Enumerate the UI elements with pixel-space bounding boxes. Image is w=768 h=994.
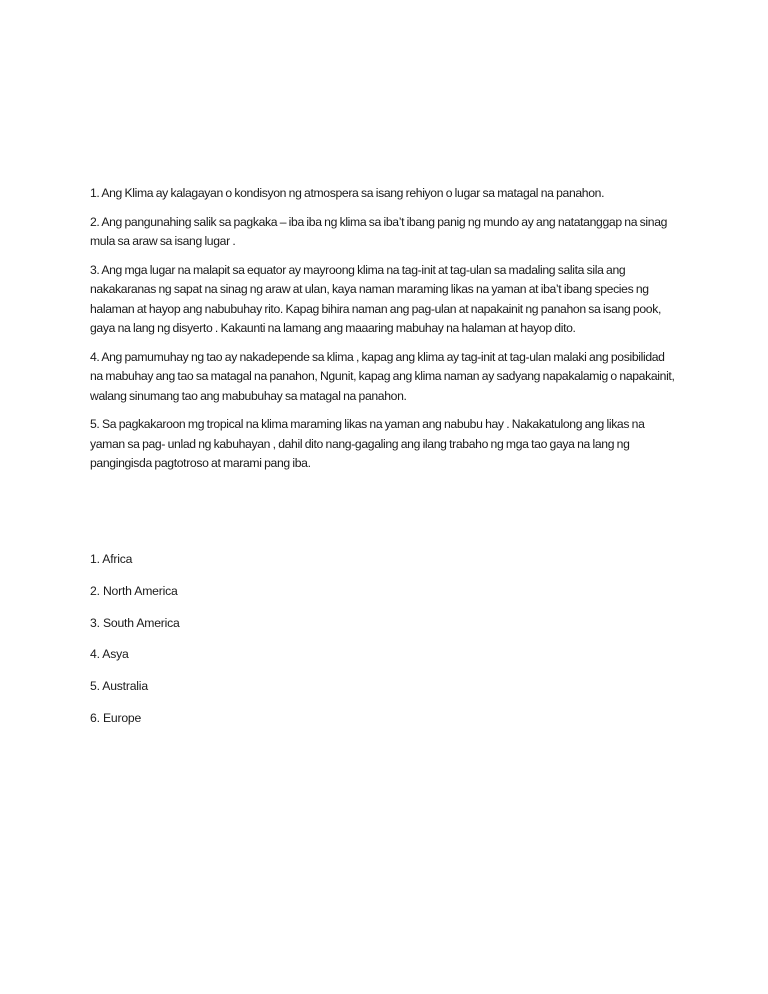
- paragraph-5: 5. Sa pagkakaroon mg tropical na klima maraming likas na yaman ang nabubu hay . Nakakatulong ang likas na yaman sa pag- unlad ng kabuhayan , dahil dito nang-gagaling ang ilang trabaho ng mga tao gaya na lang ng pangingisda pagtotroso at marami pang iba.: [90, 417, 645, 470]
- continents-list: [90, 550, 490, 741]
- list-item: 6. Europe: [90, 710, 142, 725]
- list-item: 3. South America: [90, 615, 180, 630]
- paragraph-2: 2. Ang pangunahing salik sa pagkaka – iba iba ng klima sa iba’t ibang panig ng mundo ay ang natatanggap na sinag mula sa araw sa isang lugar .: [90, 214, 668, 248]
- list-item: 2. North America: [90, 583, 178, 598]
- list-item: 4. Asya: [90, 647, 129, 662]
- paragraph-3: 3. Ang mga lugar na malapit sa equator ay mayroong klima na tag-init at tag-ulan sa madaling salita sila ang nakakaranas ng sapat na sinag ng araw at ulan, kaya naman maraming likas na yaman at iba’t ibang species ng halaman at hayop ang nabubuhay rito. Kapag bihira naman ang pag-ulan at napakainit ng panahon sa isang pook, gaya na lang ng disyerto . Kakaunti na lamang ang maaaring mabuhay na halaman at hayop dito.: [90, 262, 661, 335]
- list-item: 1. Africa: [90, 552, 133, 566]
- paragraph-1: 1. Ang Klima ay kalagayan o kondisyon ng atmospera sa isang rehiyon o lugar sa matagal na panahon.: [90, 186, 605, 200]
- paragraphs-section: [90, 184, 678, 483]
- list-item: 5. Australia: [90, 679, 148, 694]
- paragraph-4: 4. Ang pamumuhay ng tao ay nakadepende sa klima , kapag ang klima ay tag-init at tag-ulan malaki ang posibilidad na mabuhay ang tao sa matagal na panahon, Ngunit, kapag ang klima naman ay sadyang napakalamig o napakainit, walang sinumang tao ang mabubuhay sa matagal na panahon.: [90, 349, 675, 403]
